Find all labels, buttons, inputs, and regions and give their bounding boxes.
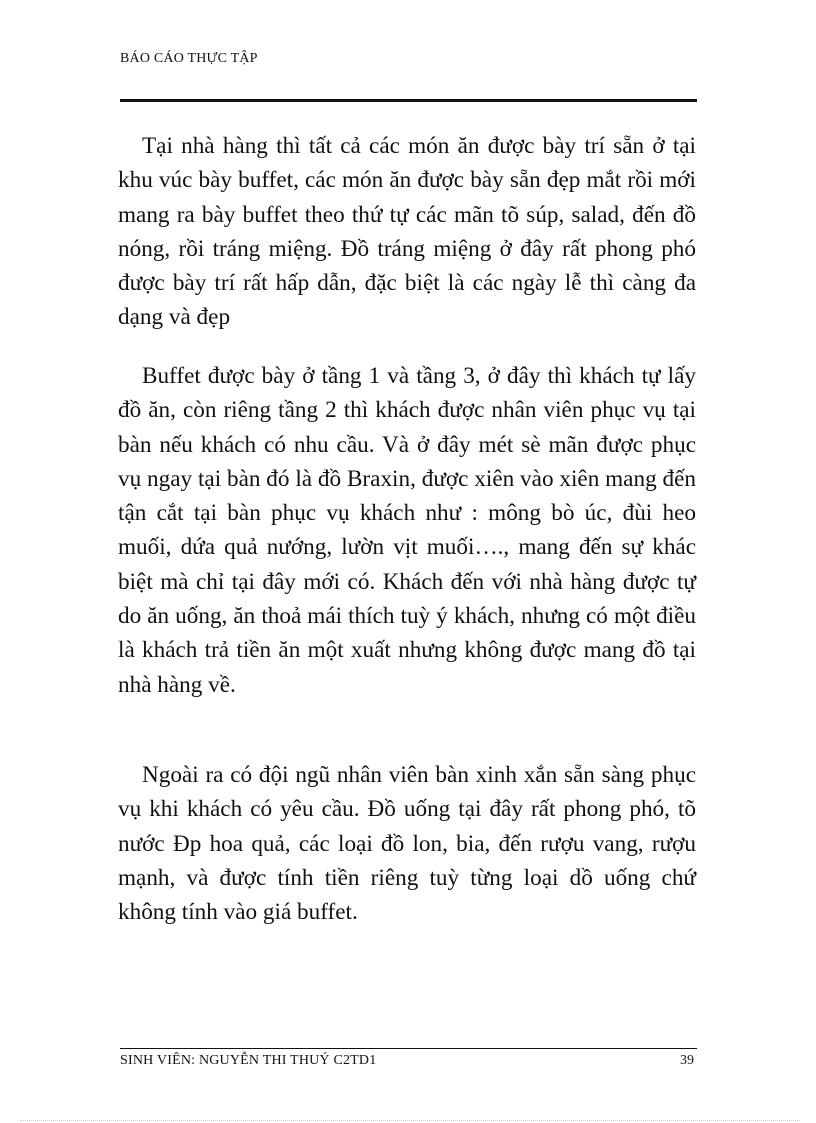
footer-student-name: SINH VIÊN: NGUYỄN THI THUÝ C2TD1 bbox=[120, 1053, 377, 1068]
body-paragraph-1: Tại nhà hàng thì tất cả các món ăn được bày trí sẵn ở tại khu vúc bày buffet, các món ăn được bày sẵn đẹp mắt rồi mới mang ra bày buffet theo thứ tự các mãn tõ súp, salad, đến đồ nóng, rồi tráng miệng. Đồ tráng miệng ở đây rất phong phó được bày trí rất hấp dẫn, đặc biệt là các ngày lễ thì càng đa dạng và đẹp bbox=[118, 133, 696, 331]
body-paragraph-2: Buffet được bày ở tầng 1 và tầng 3, ở đây thì khách tự lấy đồ ăn, còn riêng tầng 2 thì khách được nhân viên phục vụ tại bàn nếu khách có nhu cầu. Và ở đây mét sè mãn được phục vụ ngay tại bàn đó là đồ Braxin, được xiên vào xiên mang đến tận cắt tại bàn phục vụ khách như : mông bò úc, đùi heo muối, dứa quả nướng, lườn vịt muối…., mang đến sự khác biệt mà chỉ tại đây mới có. Khách đến với nhà hàng được tự do ăn uống, ăn thoả mái thích tuỳ ý khách, nhưng có một điều là khách trả tiền ăn một xuất nhưng không được mang đồ tại nhà hàng về. bbox=[118, 363, 696, 698]
body-paragraph-3: Ngoài ra có đội ngũ nhân viên bàn xinh xắn sẵn sàng phục vụ khi khách có yêu cầu. Đồ uống tại đây rất phong phó, tõ nước Ðp hoa quả, các loại đồ lon, bia, đến rượu vang, rượu mạnh, và được tính tiền riêng tuỳ từng loại dồ uống chứ không tính vào giá buffet. bbox=[118, 762, 696, 926]
page-number: 39 bbox=[680, 1053, 694, 1068]
header-divider bbox=[120, 99, 697, 102]
footer-divider bbox=[120, 1048, 697, 1049]
page-header-title: BÁO CÁO THỰC TẬP bbox=[120, 51, 258, 66]
page-bottom-edge bbox=[20, 1120, 800, 1121]
